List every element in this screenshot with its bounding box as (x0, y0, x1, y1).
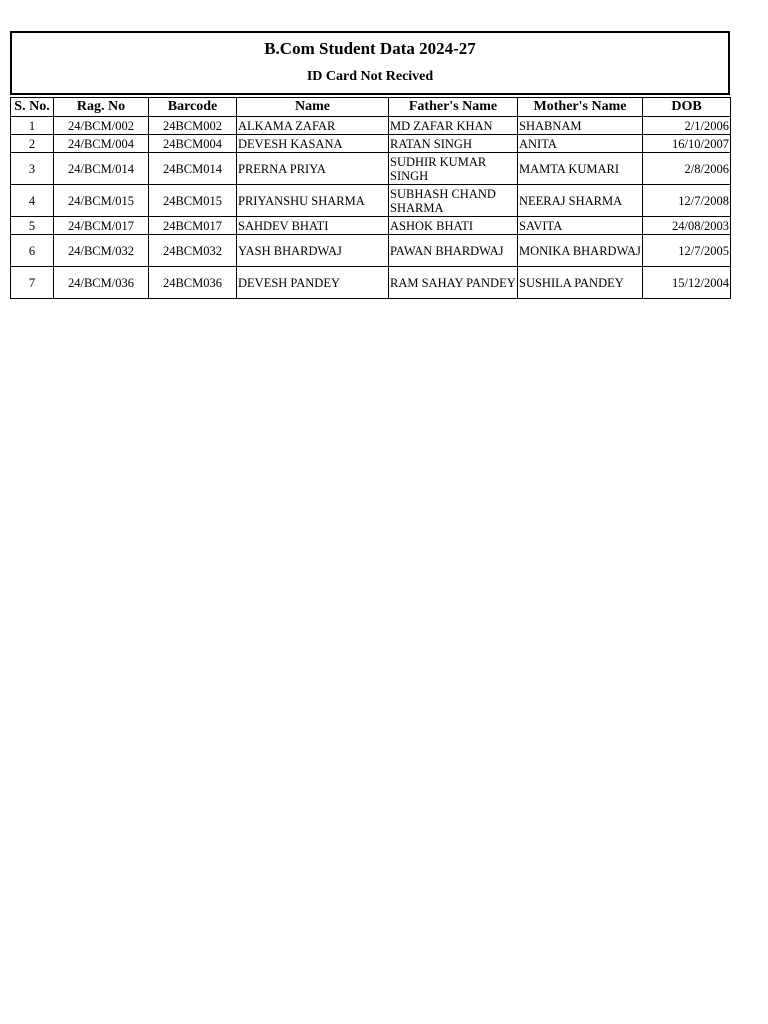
cell-name: YASH BHARDWAJ (237, 235, 389, 267)
table-row (11, 267, 731, 299)
cell-father-name: RAM SAHAY PANDEY (389, 267, 518, 299)
cell-sno: 1 (11, 117, 54, 135)
cell-father-name: SUDHIR KUMAR SINGH (389, 153, 518, 185)
cell-dob: 24/08/2003 (643, 217, 731, 235)
cell-barcode: 24BCM032 (149, 235, 237, 267)
header-mother-name: Mother's Name (518, 98, 643, 117)
cell-mother-name: SAVITA (518, 217, 643, 235)
cell-mother-name: SHABNAM (518, 117, 643, 135)
cell-name: DEVESH PANDEY (237, 267, 389, 299)
cell-name: DEVESH KASANA (237, 135, 389, 153)
header-dob: DOB (643, 98, 731, 117)
cell-sno: 3 (11, 153, 54, 185)
header-barcode: Barcode (149, 98, 237, 117)
table-row (11, 135, 731, 153)
cell-father-name: ASHOK BHATI (389, 217, 518, 235)
cell-reg-no: 24/BCM/002 (54, 117, 149, 135)
cell-barcode: 24BCM036 (149, 267, 237, 299)
cell-barcode: 24BCM015 (149, 185, 237, 217)
cell-barcode: 24BCM017 (149, 217, 237, 235)
document-title: B.Com Student Data 2024-27 (264, 39, 476, 58)
table-row (11, 153, 731, 185)
cell-father-name: MD ZAFAR KHAN (389, 117, 518, 135)
header-reg-no: Rag. No (54, 98, 149, 117)
cell-mother-name: ANITA (518, 135, 643, 153)
cell-name: ALKAMA ZAFAR (237, 117, 389, 135)
header-name: Name (237, 98, 389, 117)
cell-dob: 12/7/2008 (643, 185, 731, 217)
cell-barcode: 24BCM014 (149, 153, 237, 185)
cell-father-name: SUBHASH CHAND SHARMA (389, 185, 518, 217)
cell-dob: 12/7/2005 (643, 235, 731, 267)
table-row (11, 217, 731, 235)
cell-reg-no: 24/BCM/014 (54, 153, 149, 185)
cell-father-name: PAWAN BHARDWAJ (389, 235, 518, 267)
cell-name: PRIYANSHU SHARMA (237, 185, 389, 217)
cell-sno: 4 (11, 185, 54, 217)
cell-name: PRERNA PRIYA (237, 153, 389, 185)
cell-dob: 2/8/2006 (643, 153, 731, 185)
cell-reg-no: 24/BCM/017 (54, 217, 149, 235)
cell-mother-name: MONIKA BHARDWAJ (518, 235, 643, 267)
title-box (10, 31, 730, 95)
cell-sno: 7 (11, 267, 54, 299)
cell-father-name: RATAN SINGH (389, 135, 518, 153)
cell-reg-no: 24/BCM/036 (54, 267, 149, 299)
student-table (10, 97, 731, 299)
cell-barcode: 24BCM002 (149, 117, 237, 135)
header-father-name: Father's Name (389, 98, 518, 117)
cell-reg-no: 24/BCM/015 (54, 185, 149, 217)
cell-mother-name: MAMTA KUMARI (518, 153, 643, 185)
cell-dob: 16/10/2007 (643, 135, 731, 153)
cell-barcode: 24BCM004 (149, 135, 237, 153)
cell-reg-no: 24/BCM/004 (54, 135, 149, 153)
table-row (11, 185, 731, 217)
table-header-row (11, 98, 731, 117)
cell-mother-name: SUSHILA PANDEY (518, 267, 643, 299)
table-row (11, 117, 731, 135)
table-row (11, 235, 731, 267)
cell-dob: 2/1/2006 (643, 117, 731, 135)
cell-name: SAHDEV BHATI (237, 217, 389, 235)
cell-dob: 15/12/2004 (643, 267, 731, 299)
cell-sno: 2 (11, 135, 54, 153)
cell-mother-name: NEERAJ SHARMA (518, 185, 643, 217)
header-sno: S. No. (11, 98, 54, 117)
cell-sno: 5 (11, 217, 54, 235)
document-subtitle: ID Card Not Recived (306, 69, 434, 84)
cell-reg-no: 24/BCM/032 (54, 235, 149, 267)
cell-sno: 6 (11, 235, 54, 267)
